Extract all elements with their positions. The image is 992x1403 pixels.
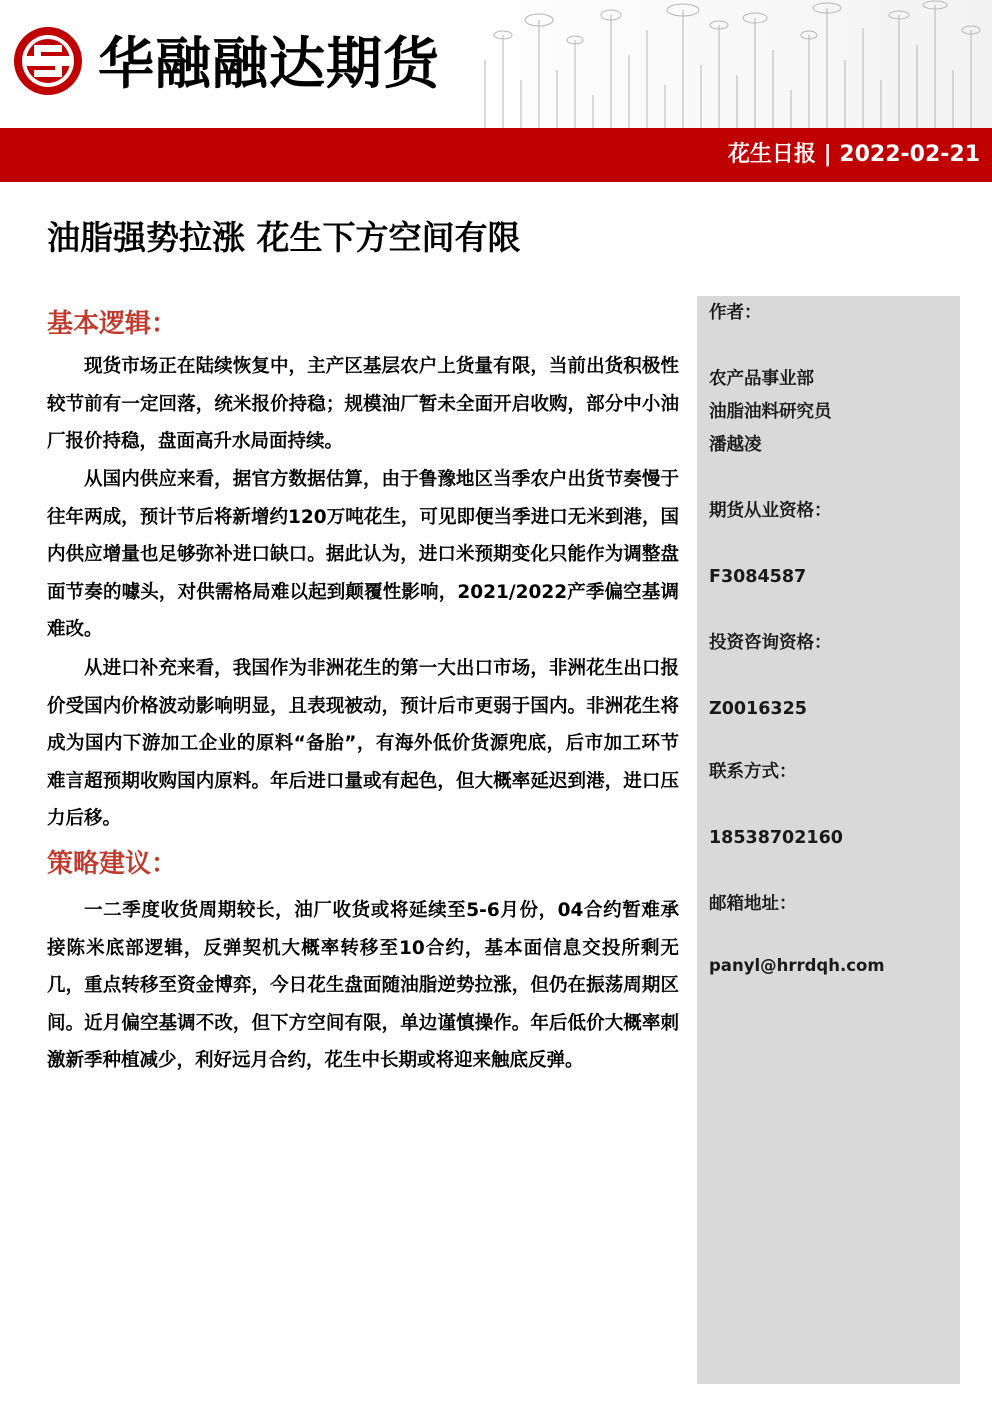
paragraph-basic-logic-2: 从国内供应来看，据官方数据估算，由于鲁豫地区当季农户出货节奏慢于往年两成，预计节后将新增约120万吨花生，可见即便当季进口无米到港，国内供应增量也足够弥补进口缺口。据此认为，进口米预期变化只能作为调整盘面节奏的噱头，对供需格局难以起到颠覆性影响，2021/2022产季偏空基调难改。 xyxy=(47,469,679,640)
advisory-qualification-value: Z0016325 xyxy=(709,699,807,719)
contact-label: 联系方式： xyxy=(709,762,797,782)
page-header xyxy=(0,0,992,128)
section-heading-basic-logic: 基本逻辑： xyxy=(47,309,178,339)
futures-qualification-label: 期货从业资格： xyxy=(709,501,832,521)
author-department: 农产品事业部 xyxy=(709,369,814,389)
brand-name: 华融融达期货 xyxy=(98,31,440,97)
email-address[interactable]: panyl@hrrdqh.com xyxy=(709,956,885,975)
report-title: 油脂强势拉涨 花生下方空间有限 xyxy=(47,218,521,257)
decorative-pattern xyxy=(455,0,992,128)
paragraph-basic-logic-1: 现货市场正在陆续恢复中，主产区基层农户上货量有限，当前出货积极性较节前有一定回落，统米报价持稳；规模油厂暂未全面开启收购，部分中小油厂报价持稳，盘面高升水局面持续。 xyxy=(47,356,679,452)
company-logo-icon xyxy=(12,25,84,97)
contact-phone: 18538702160 xyxy=(709,828,843,848)
advisory-qualification-label: 投资咨询资格： xyxy=(709,633,832,653)
paragraph-strategy-1: 一二季度收货周期较长，油厂收货或将延续至5-6月份，04合约暂难承接陈米底部逻辑，反弹契机大概率转移至10合约，基本面信息交投所剩无几，重点转移至资金博弈，今日花生盘面随油脂逆势拉涨，但仍在振荡周期区间。近月偏空基调不改，但下方空间有限，单边谨慎操作。年后低价大概率刺激新季种植减少，利好远月合约，花生中长期或将迎来触底反弹。 xyxy=(47,900,679,1071)
report-type-date: 花生日报 | 2022-02-21 xyxy=(727,142,980,167)
futures-qualification-value: F3084587 xyxy=(709,567,807,587)
author-role: 油脂油料研究员 xyxy=(709,402,832,422)
paragraph-basic-logic-3: 从进口补充来看，我国作为非洲花生的第一大出口市场，非洲花生出口报价受国内价格波动影响明显，且表现被动，预计后市更弱于国内。非洲花生将成为国内下游加工企业的原料“备胎”，有海外低价货源兜底，后市加工环节难言超预期收购国内原料。年后进口量或有起色，但大概率延迟到港，进口压力后移。 xyxy=(47,658,679,829)
author-label: 作者： xyxy=(709,303,762,323)
author-name: 潘越凌 xyxy=(709,435,762,455)
email-label: 邮箱地址： xyxy=(709,894,797,914)
section-heading-strategy: 策略建议： xyxy=(47,849,178,879)
